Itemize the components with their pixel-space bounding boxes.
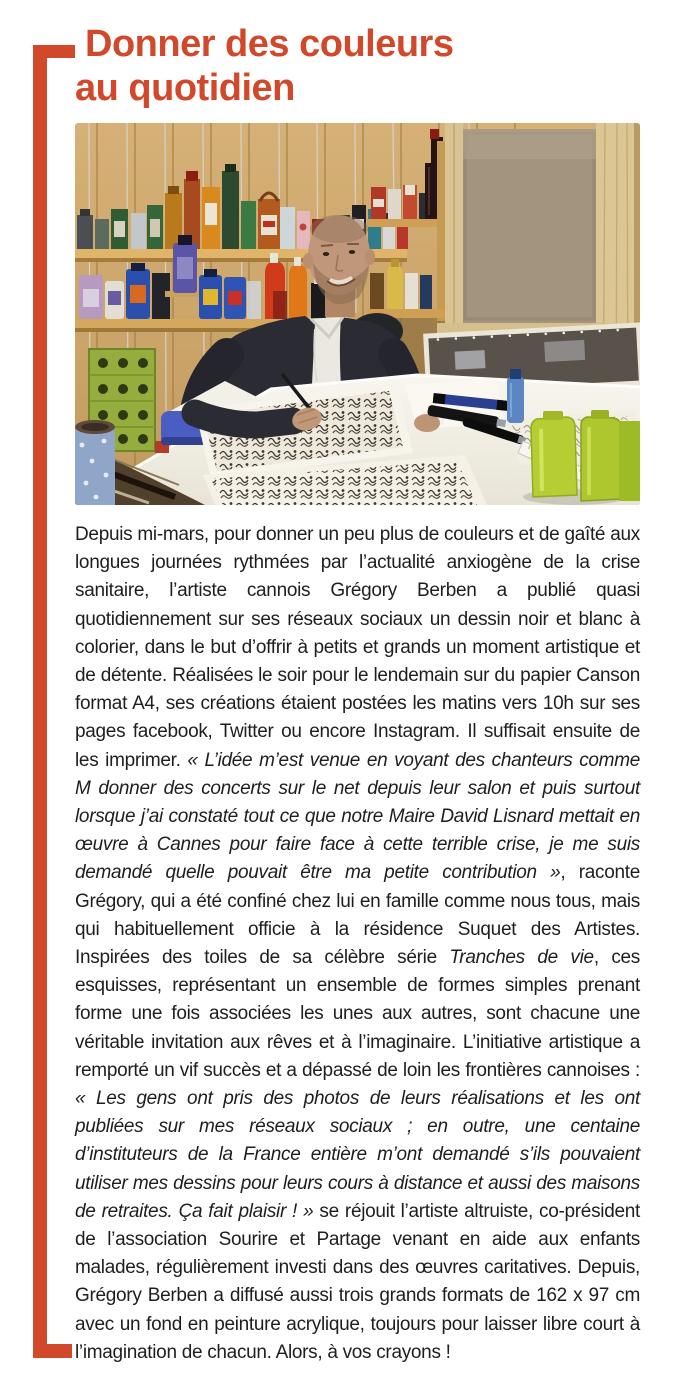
green-paint-bottles — [523, 410, 640, 505]
body-text-segment: se réjouit l’artiste altruiste, co-président de l’association Sourire et Partage venant en aide aux enfants malades, régulièrement investi dans des œuvres caritatives. Depuis, Grégory Berben a diffusé aussi trois grands formats de 162 x 97 cm avec un fond en peinture acrylique, toujours pour laisser libre court à l’imagination de chacun. Alors, à vos crayons ! — [75, 1200, 640, 1363]
body-text-segment: Depuis mi-mars, pour donner un peu plus de couleurs et de gaîté aux longues journées rythmées par l’actualité anxiogène de la crise sanitaire, l’artiste cannois Grégory Berben a publié quasi quotidiennement sur ses réseaux sociaux un dessin noir et blanc à colorier, dans le but d’offrir à petits et grands un moment artistique et de détente. Réalisées le soir pour le lendemain sur du papier Canson format A4, ses créations étaient postées les matins vers 10h sur ses pages facebook, Twitter ou encore Instagram. Il suffisait ensuite de les imprimer. — [75, 524, 640, 771]
body-text-segment: , raconte Grégory, qui a été confiné chez lui en famille comme nous tous, mais qui habituellement officie à la résidence Suquet des Artistes. Inspirées des toiles de sa célèbre série — [75, 862, 641, 969]
accent-bracket-vertical — [33, 45, 47, 1358]
eye — [349, 250, 355, 254]
article-title — [75, 22, 453, 110]
body-text-segment: Tranches de vie — [449, 947, 594, 969]
accent-bracket-top-arm — [33, 45, 75, 58]
body-text-segment: « Les gens ont pris des photos de leurs réalisations et les ont publiées sur mes réseaux sociaux ; en outre, une centaine d’instituteurs de la France entière m’ont demandé s’ils pouvaient utiliser mes dessins pour leurs cours à distance et aussi des maisons de retraites. Ça fait plaisir ! » — [75, 1088, 640, 1222]
article-title-line2: au quotidien — [75, 67, 295, 109]
article-title-line1: Donner des couleurs — [85, 23, 454, 65]
accent-bracket-bottom-arm — [33, 1344, 72, 1358]
eye — [323, 252, 329, 256]
buzzed-hair — [310, 215, 368, 243]
article-body — [75, 521, 640, 1367]
patterned-cylinder — [75, 420, 115, 505]
body-text-segment: , ces esquisses, représentant un ensemble de formes simples prenant forme une fois associées les unes aux autres, sont chacune une véritable invitation aux rêves et à l’imaginaire. L’initiative artistique a remporté un vif succès et a dépassé de loin les frontières cannoises : — [75, 947, 641, 1081]
body-text-segment: « L’idée m’est venue en voyant des chanteurs comme M donner des concerts sur le net depuis leur salon et puis surtout lorsque j’ai constaté tout ce que notre Maire David Lisnard mettait en œuvre à Cannes pour faire face à cette terrible crise, je me suis demandé quelle pouvait être ma petite contribution » — [75, 749, 640, 884]
artist-studio-photo — [75, 123, 640, 505]
